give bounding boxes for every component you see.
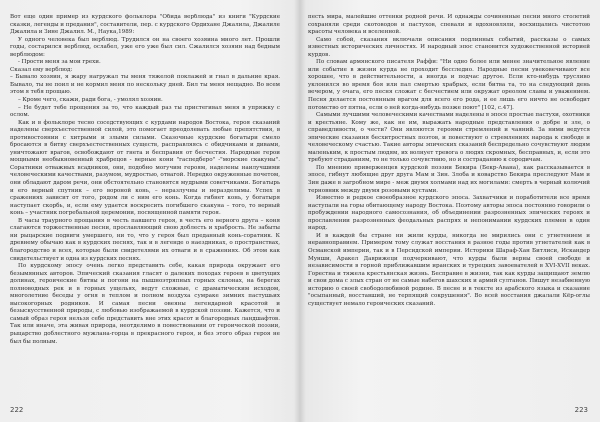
paragraph: Как и в фольклоре тесно соседствующих с курдами народов Востока, героя сказаний наделены сверхъестественной силой, это помогает преодолевать любые препятствия, в противостоянии с хитрыми и злыми силами. Сказочные курдские богатыри смело бросаются в битву сверхъестественных существ, расправляясь с обидчиками и дивами, уничтожают врагов, освобождают от гнета и бесправия от бесчестия. Народные герои мощными необыкновенный храбрецов - верные кони "гаспедберо" -"морские скакуны". Соратники отважных всадников, они, подобно могучим героям, наделены наилучшими человеческими качествами, разумом, мудростью, отвагой. Нередко окруженные почетом, они обладают даром речи, они обстоятельно становятся мудрыми советчиками. Богатырь и его верный спутник – его вороной конь, – неразлучны и неразделимы. Успех в сражениях зависит от того, рядом ли с ним его конь. Когда гибнет конь, у богатыря наступает скорбь, и, если ему удается воскресить погибшего скакуна – того, то верный конь – участник погребальной церемонии, посвященной памяти героя. xyxy=(10,119,280,217)
paragraph: По мнению приверженцев курдской поэзии Бекира (Бекр-Авана), как рассказывается в эпосе, гибнут любящие друг друга Мам и Зин. Злоба и коварство Бекира преследуют Мам и Зин даже в загробном мире - меж двумя холмами над их могилами: смерть в черный колючий терновник между двумя розовыми кустами. xyxy=(308,164,590,194)
page-number-left: 222 xyxy=(10,406,24,414)
page-number-right: 223 xyxy=(574,406,588,414)
paragraph: - Прости меня за мои грехи. xyxy=(18,59,101,66)
paragraph: Самыми лучшими человеческими качествами наделены в эпосе простые пастухи, охотники и крестьяне. Кому же, как не им, выражать народные представления о добре и зле, о справедливости, о чести? Они являются героями стремлений и чаяний. За ними ведутся эпические сказания бесхитростных поэтов, и повествуют о стремлениях народа к свободе и человеческому счастью. Такие авторы эпических сказаний беспредельно сочувствуют людям маленьким, к простым людям, их волнует тревога о людях скромных, бесправных, и, если это требуют страданиям, то не только сочувствию, но и состраданию к сородичам. xyxy=(308,112,590,164)
right-page xyxy=(308,14,590,414)
left-page xyxy=(10,14,280,414)
paragraph: Известно и редкое своеобразное курдского эпоса. Захватчики и поработители все время наступали на горы обитающему народу Востока. Поэтому авторы эпоса постоянно говорили о пробуждении народного самосознания, об объединении разрозненных эпических героях и прославлении разрозненных феодальных распрях и непонимании курдских племен в один народ. xyxy=(308,195,590,232)
paragraph: – Кроме чего, скажи, ради бога, - умолял хозяин. xyxy=(18,97,163,104)
paragraph: По словам армянского писателя Раффи: "Ни одно более или менее значительное явление или событие в жизни курда не проходит бесследно. Народные песни увековечивают все хорошее, что в действительности, а иногда и подчас другое. Если кто-нибудь трусливо уклонился во время боя или пал смертью храбрых, если битва та, то на следующий день вечером, у очага, его песня сложат с бесчестием или окружат ореолом славы и уважением. Песня делается постоянным врагом для всего его рода, и ее лишь его ничто не освободит потомство от пятна, если о ней когда-нибудь позже поют" [102, с.47]. xyxy=(308,59,590,111)
paragraph: У одного человека был верблюд. Трудился он на своего хозяина много лет. Прошли годы, состарился верблюд, ослабел, уже его уже был сил. Сжалился хозяин над бедным верблюдом: xyxy=(10,36,280,58)
paragraph: И в каждой бы стране ни жили курды, никогда не мирились они с угнетением и неравноправием. Примером тому служат восстания в разное годы против угнетателей как в Османской империи, так и в Персидской империи. Историки Шараф-Хан Битлиси, Искандер Мунши, Аракел Даврижеци подчеркивают, что курды были верны своей свободе и независимости в горной приближавшим иранских и турецких завоевателей в XVI-XVII веках. Горестна и тяжела крестьянская жизнь. Бесправие в жизни, так как курды защищают землю и свои дома с злых стран от не самые набегов шахских и армий султанов. Пишут незабвенную историю о своей свободолюбивой родине. В песне и в тексте из арабского языка и сказание "осыпанный, восставший, не терпящий сокрушения". Во всей восстания джалали Кёр-оглы существует немало героических сказаний. xyxy=(308,232,590,307)
paragraph: Сказал ему верблюд: xyxy=(10,66,73,73)
paragraph: – Не будет тебе прощения за то, что каждый раз ты пристегивал меня в упряжку с ослом. xyxy=(10,104,280,119)
paragraph: Само собой, сказания включали описания подлинных событий, рассказы о самых известных исторических личностях. И народный эпос становится художественной историей курдов. xyxy=(308,36,590,58)
right-page-text xyxy=(308,14,590,308)
paragraph: По курдскому эпосу очень легко представить себе, какая природа окружает его безымянных авторов. Эпический сказания гласят о далеких походах героев в цветущих долинах, героические битвы и погони на пышноэтряпных горных склонах, на берегах полноводных рек и в горных ущельях, ведут сложные, с драматическим исходом, многолетние беседы у огня в теплом и полном воздуха сумраке зимних пастушьих высокогорных родников. И самая песни овеяны легендарной красотой и безыскусственной природы, с любовью изображаемой в курдской поэзии. Кажется, что и самый образ героя нельзя себе представить вне этих красот и благородных ландшафтов. Так или иначе, эта живая природа, неотделимо в повествовании от героической поэзии, рыцарство доблестного мужлана-горца в прекрасного героя, и без этого образ героя не был бы полным. xyxy=(10,263,280,345)
paragraph: В часы траурного прощания в честь павшего героя, в честь его верного друга – коня слагаются торжественные песни, прославляющий свою доблесть и храбрость. Не забыты ни рыцарские подвиги умершего, ни то, что у героя был преданный конь-соратник. К древнему обычаю как в курдских песнях, так и в легенде о наездниках, о пространствах, благородство и всех, которые были свидетелями их отваги и в сражениях. Об этом как свидетельствует и одна из курдских песнях. xyxy=(10,217,280,262)
paragraph: песть мира, малейшие оттенки родной речи. И однажды сочиненные песни много столетий сохраняли среди скотоводов и пастухов, спевали и вдохновляли, восхищались чистотою красоты человека и вселенной. xyxy=(308,14,590,36)
paragraph: – Бывало хозяин, я жару нагружал ты меня тяжелой поклажей и гнал в дальние края. Бывало, ты не поил и не кормил меня по нескольку дней. Бил ты меня нещадно. Во всем этом я тебя прощаю. xyxy=(10,74,280,96)
paragraph: Вот еще один пример из курдского фольклора "Обида верблюда" из книги "Курдские сказки, легенды и предания", составители, пер. с курдского Ордихане Джалила, Джалиле Джалила и Зине Джалил. М., Наука,1989: xyxy=(10,14,280,36)
left-page-text xyxy=(10,14,280,346)
